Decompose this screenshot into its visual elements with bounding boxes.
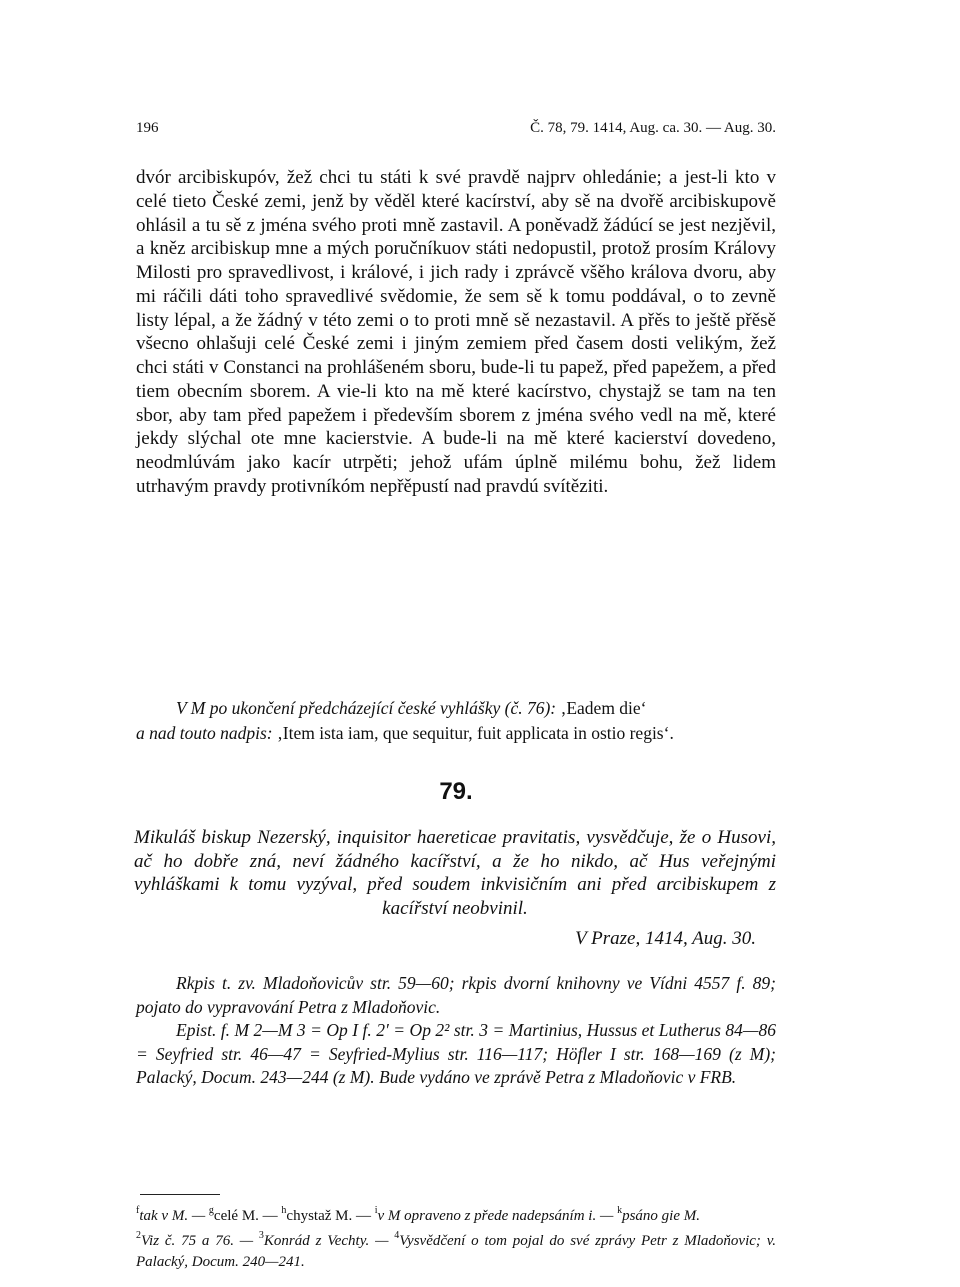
running-header bbox=[136, 120, 776, 140]
source-apparatus bbox=[136, 972, 776, 1090]
footnote-i: v M opraveno z přede nadepsáním i. — bbox=[377, 1208, 614, 1224]
footnote-h: chystaž M. — bbox=[286, 1208, 371, 1224]
note-quote-1: ‚Eadem die‘ bbox=[560, 698, 647, 718]
note-italic-2: a nad touto nadpis: bbox=[136, 723, 273, 743]
footnote-marker: 3 bbox=[258, 1230, 264, 1241]
footnote-rule bbox=[140, 1194, 220, 1195]
footnote-marker: h bbox=[281, 1205, 287, 1216]
footnote-marker: 4 bbox=[394, 1230, 400, 1241]
body-paragraph: dvór arcibiskupóv, žež chci tu státi k své pravdě najprv ohledánie; a jest-li kto v celé tieto České zemi, jenž by věděl které kacírství, aby sě na dvořě arcibiskupově ohlásil a tu sě z jména svého proti mně zastavil. A poněvadž žádúcí se jest nezjěvil, a kněz arcibiskup mne a mých poručníkuov státi nedopustil, protož prosím Královy Milosti pro spravedlivost, i králové, i jich rady i zprávcě všěho králova dvoru, aby mi ráčili dáti toho spravedlivé svědomie, že sem sě k tomu poddával, o to zevně listy lépal, a že žádný v této zemi o to proti mně sě nezastavil. A přěs to ještě přěsě všecno ohlašuji celé České zemi i jiným zemiem před časem dosti velikým, žež chci státi v Constanci na prohlášeném sboru, bude-li tu papež, před papežem, a před tiem obecním sborem. A vie-li kto na mě které kacírstvo, chystajž se tam na ten sbor, aby tam před papežem i především sborem z jména svého vedl na mě, které jekdy slýchal ote mne kacierstvie. A bude-li na mě které kacierství dovedeno, neodmlúvám jako kacír utrpěti; jehož ufám úplně milému bohu, žež lidem utrhavým pravdy protivníkóm nepřěpustí nad pravdú svítěziti. bbox=[136, 167, 776, 497]
editions-note: Epist. f. M 2—M 3 = Op I f. 2′ = Op 2² str. 3 = Martinius, Hussus et Lutherus 84—86 = Seyfried str. 46—47 = Seyfried-Mylius str. 116—117; Höfler I str. 168—169 (z M); Palacký, Docum. 243—244 (z M). Bude vydáno ve zprávě Petra z Mladoňovic v FRB. bbox=[136, 1020, 776, 1087]
footnote-3: Konrád z Vechty. — bbox=[263, 1233, 389, 1249]
editorial-note-line-1 bbox=[136, 696, 776, 721]
footnote-marker: i bbox=[374, 1205, 378, 1216]
editorial-note-line-2 bbox=[136, 721, 776, 746]
note-quote-2: ‚Item ista iam, que sequitur, fuit applicata in ostio regis‘. bbox=[276, 723, 674, 743]
main-text bbox=[136, 166, 776, 499]
footnote-4: Vysvědčení o tom pojal do své zprávy Petr z Mladoňovic; v. Palacký, Docum. 240—241. bbox=[136, 1233, 776, 1270]
document-number: 79. bbox=[439, 778, 473, 805]
footnote-marker: k bbox=[617, 1205, 623, 1216]
running-head-title: Č. 78, 79. 1414, Aug. ca. 30. — Aug. 30. bbox=[530, 120, 776, 136]
editorial-note bbox=[136, 696, 776, 746]
footnotes bbox=[136, 1206, 776, 1277]
footnote-marker: 2 bbox=[136, 1230, 141, 1241]
footnote-k: psáno gie M. bbox=[622, 1208, 700, 1224]
footnote-f: tak v M. — bbox=[139, 1208, 206, 1224]
footnote-marker: g bbox=[208, 1205, 214, 1216]
footnote-marker: f bbox=[136, 1205, 140, 1216]
manuscripts-note: Rkpis t. zv. Mladoňovicův str. 59—60; rkpis dvorní knihovny ve Vídni 4557 f. 89; pojato do vypravování Petra z Mladoňovic. bbox=[136, 973, 776, 1017]
footnote-2: Viz č. 75 a 76. — bbox=[141, 1233, 254, 1249]
footnote-g: celé M. — bbox=[213, 1208, 278, 1224]
numbered-footnotes bbox=[136, 1231, 776, 1273]
textual-footnotes bbox=[136, 1206, 776, 1227]
regest-title: Mikuláš biskup Nezerský, inquisitor haereticae pravitatis, vysvědčuje, že o Husovi, ač ho dobře zná, neví žádného kacířství, a že ho nikdo, ač Hus veřejnými vyhláškami k tomu vyzýval, před soudem inkvisičním ani před arcibiskupem z kacířství neobvinil. bbox=[134, 827, 776, 919]
page-number: 196 bbox=[136, 120, 159, 136]
place-date: V Praze, 1414, Aug. 30. bbox=[575, 928, 756, 949]
note-italic-1: V M po ukončení předcházející české vyhlášky (č. 76): bbox=[176, 698, 557, 718]
